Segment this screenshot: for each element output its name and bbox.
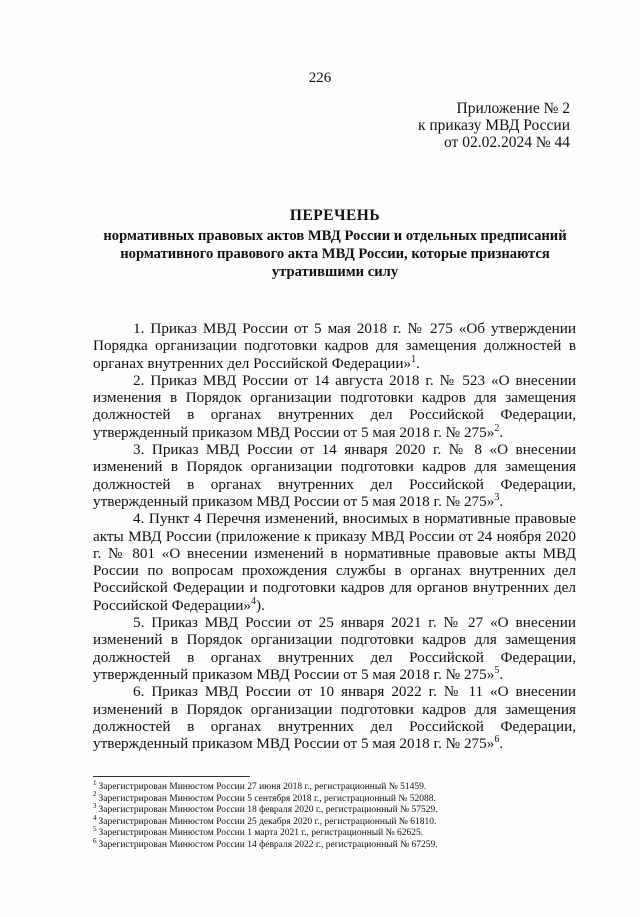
appendix-line-3: от 02.02.2024 № 44 [444, 134, 570, 151]
footnote-text: Зарегистрирован Минюстом России 1 марта 2021 г., регистрационный № 62625. [98, 828, 424, 839]
list-item [93, 441, 576, 510]
footnote-text: Зарегистрирован Минюстом России 25 декабря 2020 г., регистрационный № 61810. [98, 816, 437, 827]
item-text: 3. Приказ МВД России от 14 января 2020 г. № 8 «О внесении изменений в Порядок организации подготовки кадров для замещения должностей в органах внутренних дел Российской Федерации, утвержденный приказом МВД России от 5 мая 2018 г. № 275» [93, 441, 576, 510]
item-end: . [499, 492, 504, 510]
footnote [93, 802, 573, 817]
footnote [93, 813, 573, 829]
document-title [90, 207, 580, 281]
list-item [93, 320, 576, 372]
footnote-ref: 5 [494, 664, 500, 676]
footnote-text: Зарегистрирован Минюстом России 18 февраля 2020 г., регистрационный № 57529. [98, 805, 438, 816]
page-number: 226 [308, 70, 332, 86]
list-item [93, 510, 576, 614]
footnote-ref: 4 [250, 595, 256, 607]
title-line-3: утратившими силу [271, 264, 399, 280]
footnote-number: 4 [93, 813, 97, 822]
document-body [93, 320, 576, 752]
footnote-number: 1 [93, 778, 97, 787]
footnote-text: Зарегистрирован Минюстом России 5 сентября 2018 г., регистрационный № 52088. [98, 793, 436, 804]
footnote-number: 2 [93, 790, 97, 799]
footnote-ref: 1 [411, 353, 417, 365]
footnote-number: 6 [93, 836, 97, 845]
item-text: 6. Приказ МВД России от 10 января 2022 г. № 11 «О внесении изменений в Порядок организации подготовки кадров для замещения должностей в органах внутренних дел Российской Федерации, утвержденный приказом МВД России от 5 мая 2018 г. № 275» [93, 683, 576, 753]
footnote-text: Зарегистрирован Минюстом России 14 февраля 2022 г., регистрационный № 67259. [98, 839, 438, 850]
list-item [93, 372, 576, 441]
item-text: 4. Пункт 4 Перечня изменений, вносимых в нормативные правовые акты МВД России (приложение к приказу МВД России от 24 ноября 2020 г. № 801 «О внесении изменений в нормативные правовые акты МВД России по вопросам прохождения службы в органах внутренних дел Российской Федерации и подготовки кадров для органов внутренних дел Российской Федерации» [93, 510, 576, 614]
footnote-ref: 3 [494, 491, 500, 503]
footnote-number: 3 [93, 802, 97, 811]
list-item [93, 614, 576, 683]
footnotes [93, 778, 573, 852]
footnote [93, 790, 573, 806]
item-text: 2. Приказ МВД России от 14 августа 2018 г. № 523 «О внесении изменения в Порядок организации подготовки кадров для замещения должностей в органах внутренних дел Российской Федерации, утвержденный приказом МВД России от 5 мая 2018 г. № 275» [93, 371, 576, 441]
appendix-line-2: к приказу МВД России [417, 117, 570, 134]
footnote-ref: 6 [494, 734, 500, 746]
footnote [93, 836, 573, 852]
item-end: . [416, 354, 420, 372]
title-line-2: нормативного правового акта МВД России, которые признаются [120, 246, 550, 262]
footnote [93, 778, 573, 794]
item-end: . [499, 665, 504, 683]
appendix-line-1: Приложение № 2 [456, 100, 570, 117]
item-end: . [499, 735, 504, 753]
footnote-ref: 2 [494, 422, 500, 434]
item-text: 5. Приказ МВД России от 25 января 2021 г. № 27 «О внесении изменений в Порядок организации подготовки кадров для замещения должностей в органах внутренних дел Российской Федерации, утвержденный приказом МВД России от 5 мая 2018 г. № 275» [93, 614, 576, 683]
item-text: 1. Приказ МВД России от 5 мая 2018 г. № 275 «Об утверждении Порядка организации подготовки кадров для замещения должностей в органах внутренних дел Российской Федерации» [93, 320, 576, 372]
title-line-1: нормативных правовых актов МВД России и отдельных предписаний [103, 228, 567, 244]
title-main: ПЕРЕЧЕНЬ [289, 207, 381, 224]
appendix-header [350, 100, 570, 151]
list-item [93, 683, 576, 752]
footnote-text: Зарегистрирован Минюстом России 27 июня 2018 г., регистрационный № 51459. [98, 782, 427, 792]
footnote [93, 825, 573, 840]
item-end: . [499, 423, 504, 441]
footnote-divider [93, 776, 250, 777]
item-end: ). [255, 596, 265, 614]
footnote-number: 5 [93, 825, 97, 834]
